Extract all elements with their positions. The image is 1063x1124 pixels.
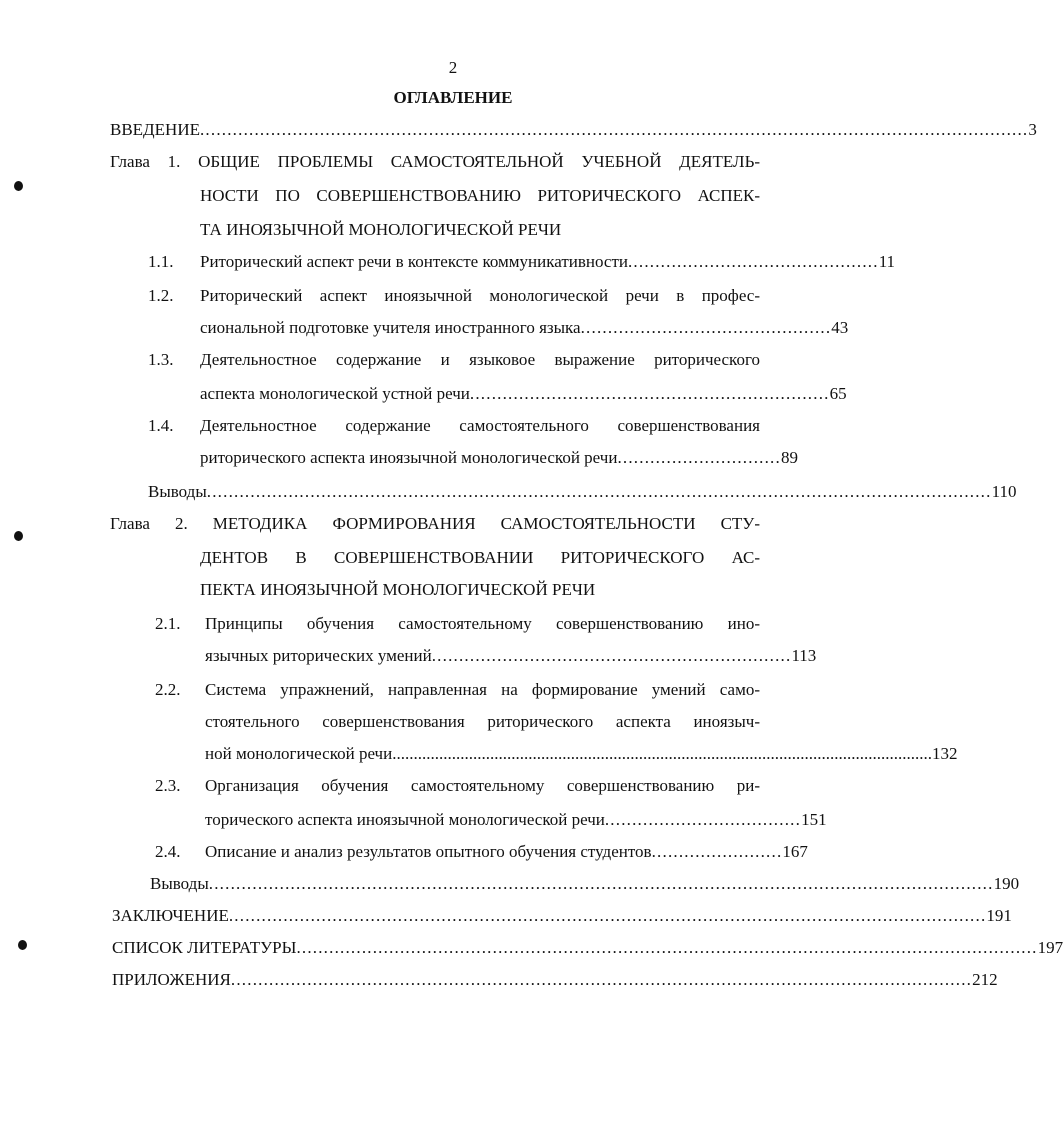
toc-page: 113 xyxy=(791,646,817,665)
toc-section-2-3-line2[interactable] xyxy=(205,810,827,830)
toc-label: аспекта монологической устной речи xyxy=(200,384,470,403)
toc-section-2-2-line2[interactable]: стоятельного совершенствования риторического аспекта иноязыч- xyxy=(205,712,760,731)
toc-entry-appendices[interactable] xyxy=(112,970,998,990)
leader-dots: ........................ xyxy=(651,842,783,861)
leader-dots: ........................................................................................................................................ xyxy=(296,938,1038,957)
toc-page: 190 xyxy=(993,874,1020,893)
binder-hole-mark xyxy=(18,940,27,950)
toc-label: Выводы xyxy=(148,482,207,501)
leader-dots: ............................................................................................................................... xyxy=(392,744,932,763)
toc-section-1-3-line2[interactable] xyxy=(200,384,847,404)
toc-section-1-3-line1[interactable]: Деятельностное содержание и языковое выражение риторического xyxy=(200,350,760,369)
toc-page: 65 xyxy=(829,384,847,403)
toc-section-number: 2.4. xyxy=(155,842,181,861)
leader-dots: .................................................................. xyxy=(431,646,792,665)
toc-section-number: 2.1. xyxy=(155,614,181,633)
toc-entry-references[interactable] xyxy=(112,938,1063,958)
binder-hole-mark xyxy=(14,531,23,541)
toc-label: Описание и анализ результатов опытного обучения студентов xyxy=(205,842,652,861)
toc-chapter-2-line1[interactable]: Глава 2. МЕТОДИКА ФОРМИРОВАНИЯ САМОСТОЯТЕЛЬНОСТИ СТУ- xyxy=(110,514,760,533)
toc-label: ЗАКЛЮЧЕНИЕ xyxy=(112,906,229,925)
toc-section-2-2-line3[interactable] xyxy=(205,744,958,764)
toc-page: 11 xyxy=(878,252,896,271)
toc-section-1-2-line1[interactable]: Риторический аспект иноязычной монологической речи в профес- xyxy=(200,286,760,305)
toc-section-2-1-line1[interactable]: Принципы обучения самостоятельному совершенствованию ино- xyxy=(205,614,760,633)
toc-chapter-1-line1[interactable]: Глава 1. ОБЩИЕ ПРОБЛЕМЫ САМОСТОЯТЕЛЬНОЙ УЧЕБНОЙ ДЕЯТЕЛЬ- xyxy=(110,152,760,171)
toc-chapter-2-conclusions[interactable] xyxy=(150,874,1020,894)
leader-dots: ................................................................................................................................................ xyxy=(208,874,994,893)
toc-section-number: 1.2. xyxy=(148,286,174,305)
toc-page: 197 xyxy=(1037,938,1063,957)
leader-dots: .................................................................. xyxy=(469,384,830,403)
toc-label: язычных риторических умений xyxy=(205,646,432,665)
toc-chapter-1-conclusions[interactable] xyxy=(148,482,1017,502)
leader-dots: ................................................................................................................................................ xyxy=(206,482,992,501)
toc-label: риторического аспекта иноязычной монологической речи xyxy=(200,448,618,467)
toc-section-1-4-line2[interactable] xyxy=(200,448,798,468)
leader-dots: .............................. xyxy=(617,448,781,467)
toc-page: 110 xyxy=(991,482,1017,501)
page-title: ОГЛАВЛЕНИЕ xyxy=(393,88,513,107)
toc-section-number: 1.3. xyxy=(148,350,174,369)
leader-dots: ........................................................................................................................................ xyxy=(230,970,973,989)
toc-section-1-2-line2[interactable] xyxy=(200,318,849,338)
leader-dots: .................................... xyxy=(604,810,802,829)
toc-section-1-1[interactable] xyxy=(200,252,896,272)
toc-section-2-4[interactable] xyxy=(205,842,808,862)
toc-label: Выводы xyxy=(150,874,209,893)
toc-section-1-4-line1[interactable]: Деятельностное содержание самостоятельного совершенствования xyxy=(200,416,760,435)
toc-page: 3 xyxy=(1028,120,1037,139)
toc-page: 151 xyxy=(801,810,827,829)
toc-label: ПРИЛОЖЕНИЯ xyxy=(112,970,231,989)
leader-dots: .............................................. xyxy=(580,318,832,337)
toc-entry-intro[interactable] xyxy=(110,120,1037,140)
toc-section-number: 2.3. xyxy=(155,776,181,795)
toc-page: 212 xyxy=(972,970,998,989)
leader-dots: ........................................................................................................................................................ xyxy=(199,120,1029,139)
toc-label: ной монологической речи xyxy=(205,744,393,763)
toc-section-number: 1.1. xyxy=(148,252,174,271)
toc-chapter-2-line3[interactable]: ПЕКТА ИНОЯЗЫЧНОЙ МОНОЛОГИЧЕСКОЙ РЕЧИ xyxy=(200,580,596,599)
toc-label: сиональной подготовке учителя иностранного языка xyxy=(200,318,581,337)
toc-chapter-1-line2[interactable]: НОСТИ ПО СОВЕРШЕНСТВОВАНИЮ РИТОРИЧЕСКОГО АСПЕК- xyxy=(200,186,760,205)
toc-page: 43 xyxy=(831,318,849,337)
toc-label: торического аспекта иноязычной монологической речи xyxy=(205,810,605,829)
toc-label: СПИСОК ЛИТЕРАТУРЫ xyxy=(112,938,297,957)
toc-section-2-2-line1[interactable]: Система упражнений, направленная на формирование умений само- xyxy=(205,680,760,699)
toc-section-number: 1.4. xyxy=(148,416,174,435)
leader-dots: .............................................. xyxy=(627,252,879,271)
toc-section-2-3-line1[interactable]: Организация обучения самостоятельному совершенствованию ри- xyxy=(205,776,760,795)
toc-section-number: 2.2. xyxy=(155,680,181,699)
toc-chapter-1-line3[interactable]: ТА ИНОЯЗЫЧНОЙ МОНОЛОГИЧЕСКОЙ РЕЧИ xyxy=(200,220,562,239)
page-number: 2 xyxy=(448,58,458,77)
toc-page: 167 xyxy=(782,842,808,861)
toc-page: 191 xyxy=(986,906,1012,925)
binder-hole-mark xyxy=(14,181,23,191)
toc-section-2-1-line2[interactable] xyxy=(205,646,817,666)
toc-chapter-2-line2[interactable]: ДЕНТОВ В СОВЕРШЕНСТВОВАНИИ РИТОРИЧЕСКОГО АС- xyxy=(200,548,760,567)
toc-page: 132 xyxy=(931,744,958,763)
leader-dots: ........................................................................................................................................... xyxy=(228,906,987,925)
toc-label: Риторический аспект речи в контексте коммуникативности xyxy=(200,252,628,271)
toc-entry-conclusion[interactable] xyxy=(112,906,1012,926)
toc-page: 89 xyxy=(780,448,798,467)
toc-label: ВВЕДЕНИЕ xyxy=(110,120,200,139)
